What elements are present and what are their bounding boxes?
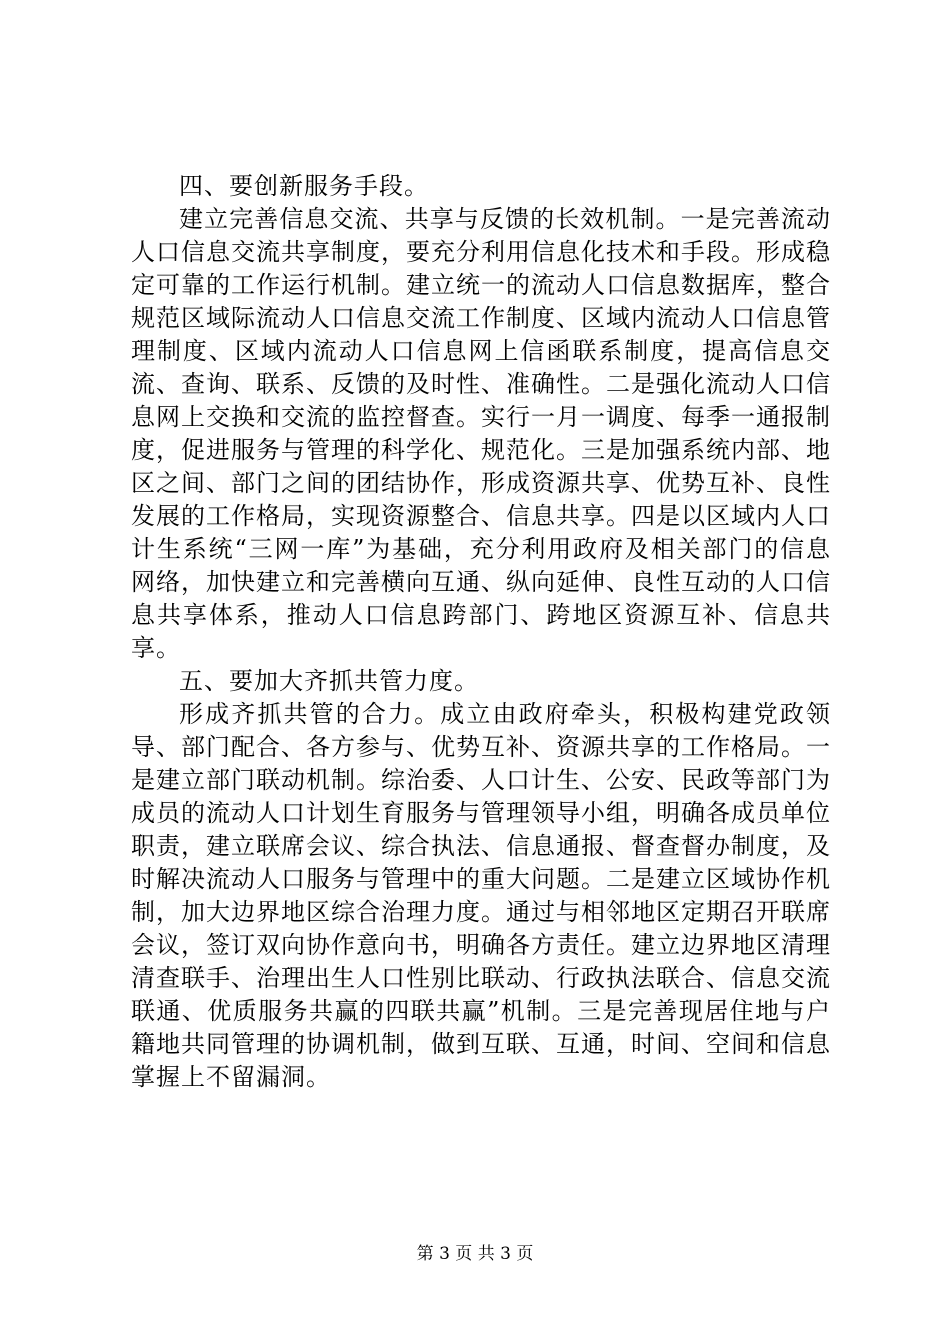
- page-footer: 第 3 页 共 3 页: [416, 1244, 534, 1264]
- paragraph: 形成齐抓共管的合力。成立由政府牵头，积极构建党政领导、部门配合、各方参与、优势互补、资源共享的工作格局。一是建立部门联动机制。综治委、人口计生、公安、民政等部门为成员的流动人口计划生育服务与管理领导小组，明确各成员单位职责，建立联席会议、综合执法、信息通报、督查督办制度，及时解决流动人口服务与管理中的重大问题。二是建立区域协作机制，加大边界地区综合治理力度。通过与相邻地区定期召开联席会议，签订双向协作意向书，明确各方责任。建立边界地区清理清查联手、治理出生人口性别比联动、行政执法联合、信息交流联通、优质服务共赢的四联共赢”机制。三是完善现居住地与户籍地共同管理的协调机制，做到互联、互通，时间、空间和信息掌握上不留漏洞。: [131, 700, 831, 1091]
- section-heading-5: 五、要加大齐抓共管力度。: [179, 667, 479, 695]
- paragraph: 建立完善信息交流、共享与反馈的长效机制。一是完善流动人口信息交流共享制度，要充分利用信息化技术和手段。形成稳定可靠的工作运行机制。建立统一的流动人口信息数据库，整合规范区域际流动人口信息交流工作制度、区域内流动人口信息管理制度、区域内流动人口信息网上信函联系制度，提高信息交流、查询、联系、反馈的及时性、准确性。二是强化流动人口信息网上交换和交流的监控督查。实行一月一调度、每季一通报制度，促进服务与管理的科学化、规范化。三是加强系统内部、地区之间、部门之间的团结协作，形成资源共享、优势互补、良性发展的工作格局，实现资源整合、信息共享。四是以区域内人口计生系统“三网一库”为基础，充分利用政府及相关部门的信息网络，加快建立和完善横向互通、纵向延伸、良性互动的人口信息共享体系，推动人口信息跨部门、跨地区资源互补、信息共享。: [131, 205, 831, 662]
- section-heading-4: 四、要创新服务手段。: [179, 172, 429, 200]
- document-body: [131, 170, 831, 1094]
